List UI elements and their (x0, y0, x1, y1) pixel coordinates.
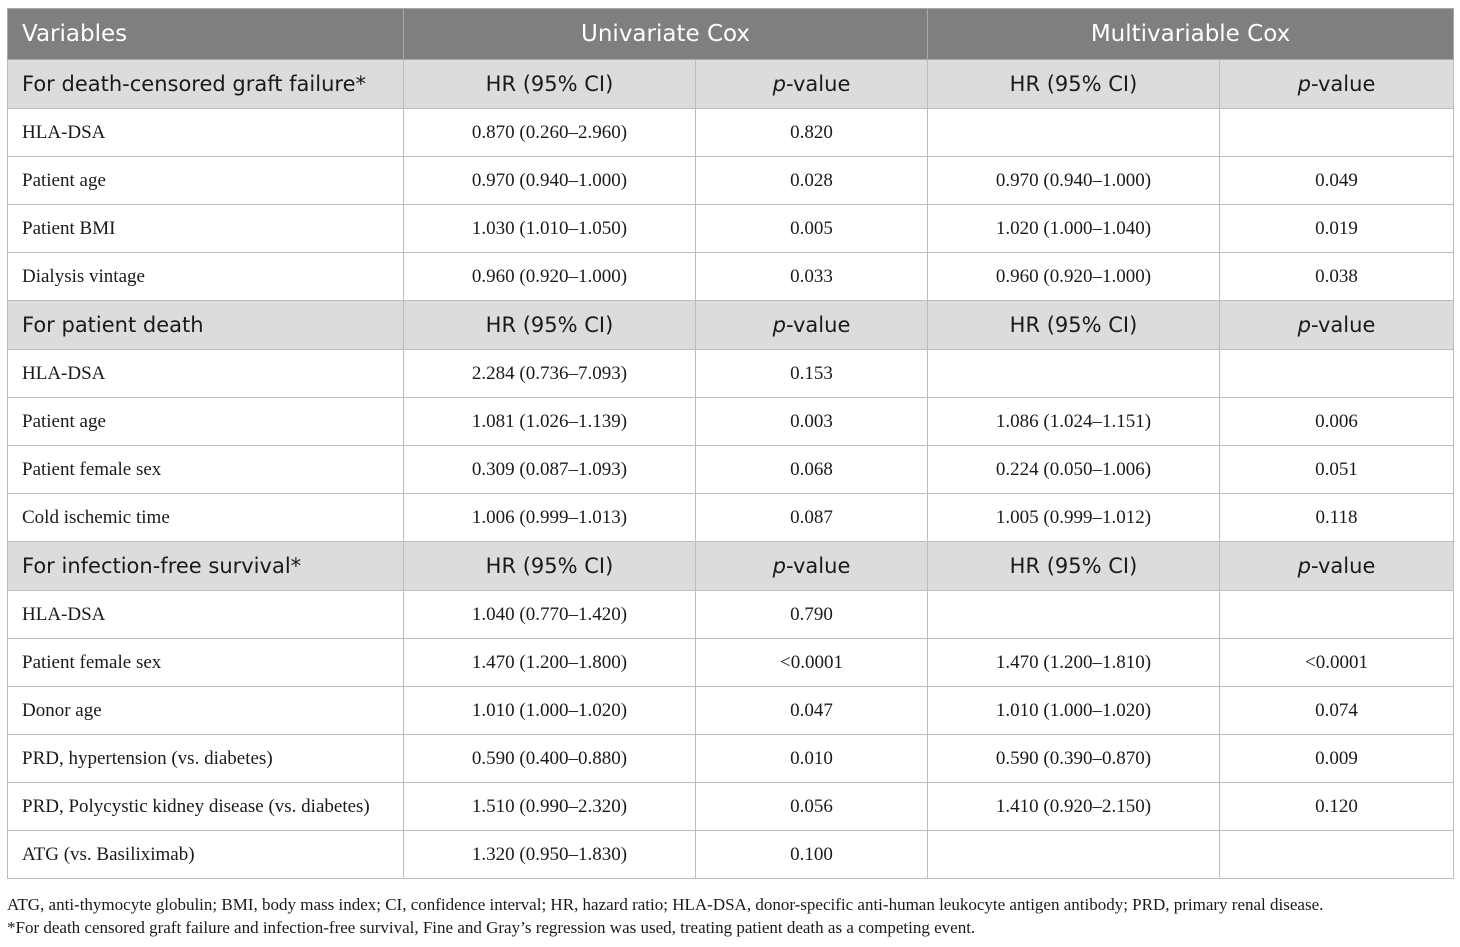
variable-cell: HLA-DSA (8, 350, 404, 398)
p-suffix: -value (1310, 554, 1376, 578)
variable-cell: Cold ischemic time (8, 494, 404, 542)
univariate-hr-cell: 2.284 (0.736–7.093) (404, 350, 696, 398)
hr-ci-header: HR (95% CI) (928, 542, 1220, 591)
variable-cell: Patient female sex (8, 639, 404, 687)
multivariable-p-cell: 0.019 (1220, 205, 1454, 253)
multivariable-p-cell: 0.051 (1220, 446, 1454, 494)
multivariable-p-cell: 0.038 (1220, 253, 1454, 301)
table-row (8, 205, 1454, 253)
multivariable-hr-cell (928, 109, 1220, 157)
univariate-hr-cell: 1.010 (1.000–1.020) (404, 687, 696, 735)
section-header-row (8, 301, 1454, 350)
table-row (8, 591, 1454, 639)
multivariable-p-cell: 0.120 (1220, 783, 1454, 831)
univariate-p-cell: 0.005 (696, 205, 928, 253)
univariate-p-cell: <0.0001 (696, 639, 928, 687)
p-italic: p (772, 72, 786, 96)
multivariable-hr-cell: 1.410 (0.920–2.150) (928, 783, 1220, 831)
univariate-p-cell: 0.028 (696, 157, 928, 205)
section-title: For infection-free survival* (8, 542, 404, 591)
variable-cell: Dialysis vintage (8, 253, 404, 301)
variable-cell: PRD, hypertension (vs. diabetes) (8, 735, 404, 783)
multivariable-p-cell: 0.006 (1220, 398, 1454, 446)
p-suffix: -value (785, 313, 851, 337)
p-italic: p (1297, 554, 1311, 578)
section-title: For death-censored graft failure* (8, 60, 404, 109)
results-table-container (7, 8, 1453, 879)
univariate-p-cell: 0.010 (696, 735, 928, 783)
table-row (8, 494, 1454, 542)
univariate-p-cell: 0.153 (696, 350, 928, 398)
table-row (8, 639, 1454, 687)
univariate-p-cell: 0.047 (696, 687, 928, 735)
p-suffix: -value (1310, 313, 1376, 337)
univariate-hr-cell: 0.870 (0.260–2.960) (404, 109, 696, 157)
header-multivariable-cox: Multivariable Cox (928, 9, 1454, 60)
cox-regression-table (7, 8, 1454, 879)
p-value-header (1220, 301, 1454, 350)
p-suffix: -value (785, 72, 851, 96)
multivariable-p-cell: 0.049 (1220, 157, 1454, 205)
multivariable-p-cell: 0.118 (1220, 494, 1454, 542)
table-row (8, 157, 1454, 205)
multivariable-p-cell (1220, 109, 1454, 157)
hr-ci-header: HR (95% CI) (404, 542, 696, 591)
univariate-p-cell: 0.068 (696, 446, 928, 494)
univariate-hr-cell: 1.081 (1.026–1.139) (404, 398, 696, 446)
variable-cell: PRD, Polycystic kidney disease (vs. diabetes) (8, 783, 404, 831)
univariate-p-cell: 0.100 (696, 831, 928, 879)
table-row (8, 831, 1454, 879)
section-header-row (8, 60, 1454, 109)
multivariable-hr-cell (928, 591, 1220, 639)
header-univariate-cox: Univariate Cox (404, 9, 928, 60)
multivariable-hr-cell: 1.010 (1.000–1.020) (928, 687, 1220, 735)
univariate-hr-cell: 0.590 (0.400–0.880) (404, 735, 696, 783)
table-row (8, 398, 1454, 446)
multivariable-p-cell (1220, 831, 1454, 879)
multivariable-hr-cell: 1.470 (1.200–1.810) (928, 639, 1220, 687)
p-value-header (696, 60, 928, 109)
univariate-hr-cell: 1.006 (0.999–1.013) (404, 494, 696, 542)
table-row (8, 735, 1454, 783)
univariate-hr-cell: 1.320 (0.950–1.830) (404, 831, 696, 879)
univariate-p-cell: 0.056 (696, 783, 928, 831)
multivariable-hr-cell: 1.086 (1.024–1.151) (928, 398, 1220, 446)
hr-ci-header: HR (95% CI) (404, 301, 696, 350)
multivariable-p-cell (1220, 350, 1454, 398)
univariate-p-cell: 0.087 (696, 494, 928, 542)
p-suffix: -value (785, 554, 851, 578)
p-italic: p (1297, 72, 1311, 96)
section-header-row (8, 542, 1454, 591)
variable-cell: HLA-DSA (8, 109, 404, 157)
p-value-header (1220, 60, 1454, 109)
univariate-p-cell: 0.790 (696, 591, 928, 639)
univariate-hr-cell: 1.030 (1.010–1.050) (404, 205, 696, 253)
univariate-hr-cell: 1.510 (0.990–2.320) (404, 783, 696, 831)
method-footnote: *For death censored graft failure and infection-free survival, Fine and Gray’s regression was used, treating patient death as a competing event. (7, 918, 976, 937)
table-row (8, 687, 1454, 735)
variable-cell: ATG (vs. Basiliximab) (8, 831, 404, 879)
multivariable-p-cell (1220, 591, 1454, 639)
multivariable-hr-cell: 0.590 (0.390–0.870) (928, 735, 1220, 783)
table-row (8, 350, 1454, 398)
univariate-hr-cell: 1.040 (0.770–1.420) (404, 591, 696, 639)
table-row (8, 783, 1454, 831)
p-italic: p (1297, 313, 1311, 337)
univariate-hr-cell: 0.960 (0.920–1.000) (404, 253, 696, 301)
univariate-hr-cell: 0.309 (0.087–1.093) (404, 446, 696, 494)
table-header-row (8, 9, 1454, 60)
univariate-hr-cell: 1.470 (1.200–1.800) (404, 639, 696, 687)
multivariable-p-cell: 0.074 (1220, 687, 1454, 735)
p-italic: p (772, 313, 786, 337)
multivariable-hr-cell: 0.224 (0.050–1.006) (928, 446, 1220, 494)
table-row (8, 446, 1454, 494)
hr-ci-header: HR (95% CI) (404, 60, 696, 109)
univariate-p-cell: 0.033 (696, 253, 928, 301)
multivariable-p-cell: 0.009 (1220, 735, 1454, 783)
multivariable-p-cell: <0.0001 (1220, 639, 1454, 687)
p-value-header (1220, 542, 1454, 591)
variable-cell: Patient age (8, 157, 404, 205)
p-suffix: -value (1310, 72, 1376, 96)
univariate-p-cell: 0.820 (696, 109, 928, 157)
multivariable-hr-cell (928, 831, 1220, 879)
p-value-header (696, 542, 928, 591)
table-row (8, 253, 1454, 301)
section-title: For patient death (8, 301, 404, 350)
hr-ci-header: HR (95% CI) (928, 60, 1220, 109)
multivariable-hr-cell: 1.020 (1.000–1.040) (928, 205, 1220, 253)
table-row (8, 109, 1454, 157)
multivariable-hr-cell: 0.960 (0.920–1.000) (928, 253, 1220, 301)
hr-ci-header: HR (95% CI) (928, 301, 1220, 350)
multivariable-hr-cell: 1.005 (0.999–1.012) (928, 494, 1220, 542)
univariate-hr-cell: 0.970 (0.940–1.000) (404, 157, 696, 205)
variable-cell: Patient BMI (8, 205, 404, 253)
p-value-header (696, 301, 928, 350)
variable-cell: Patient female sex (8, 446, 404, 494)
variable-cell: Donor age (8, 687, 404, 735)
univariate-p-cell: 0.003 (696, 398, 928, 446)
table-body (8, 60, 1454, 879)
variable-cell: HLA-DSA (8, 591, 404, 639)
p-italic: p (772, 554, 786, 578)
variable-cell: Patient age (8, 398, 404, 446)
header-variables: Variables (8, 9, 404, 60)
multivariable-hr-cell: 0.970 (0.940–1.000) (928, 157, 1220, 205)
table-footnotes (7, 893, 1457, 939)
abbreviations-footnote: ATG, anti-thymocyte globulin; BMI, body mass index; CI, confidence interval; HR, hazard ratio; HLA-DSA, donor-specific anti-human leukocyte antigen antibody; PRD, primary renal disease. (7, 895, 1324, 914)
multivariable-hr-cell (928, 350, 1220, 398)
